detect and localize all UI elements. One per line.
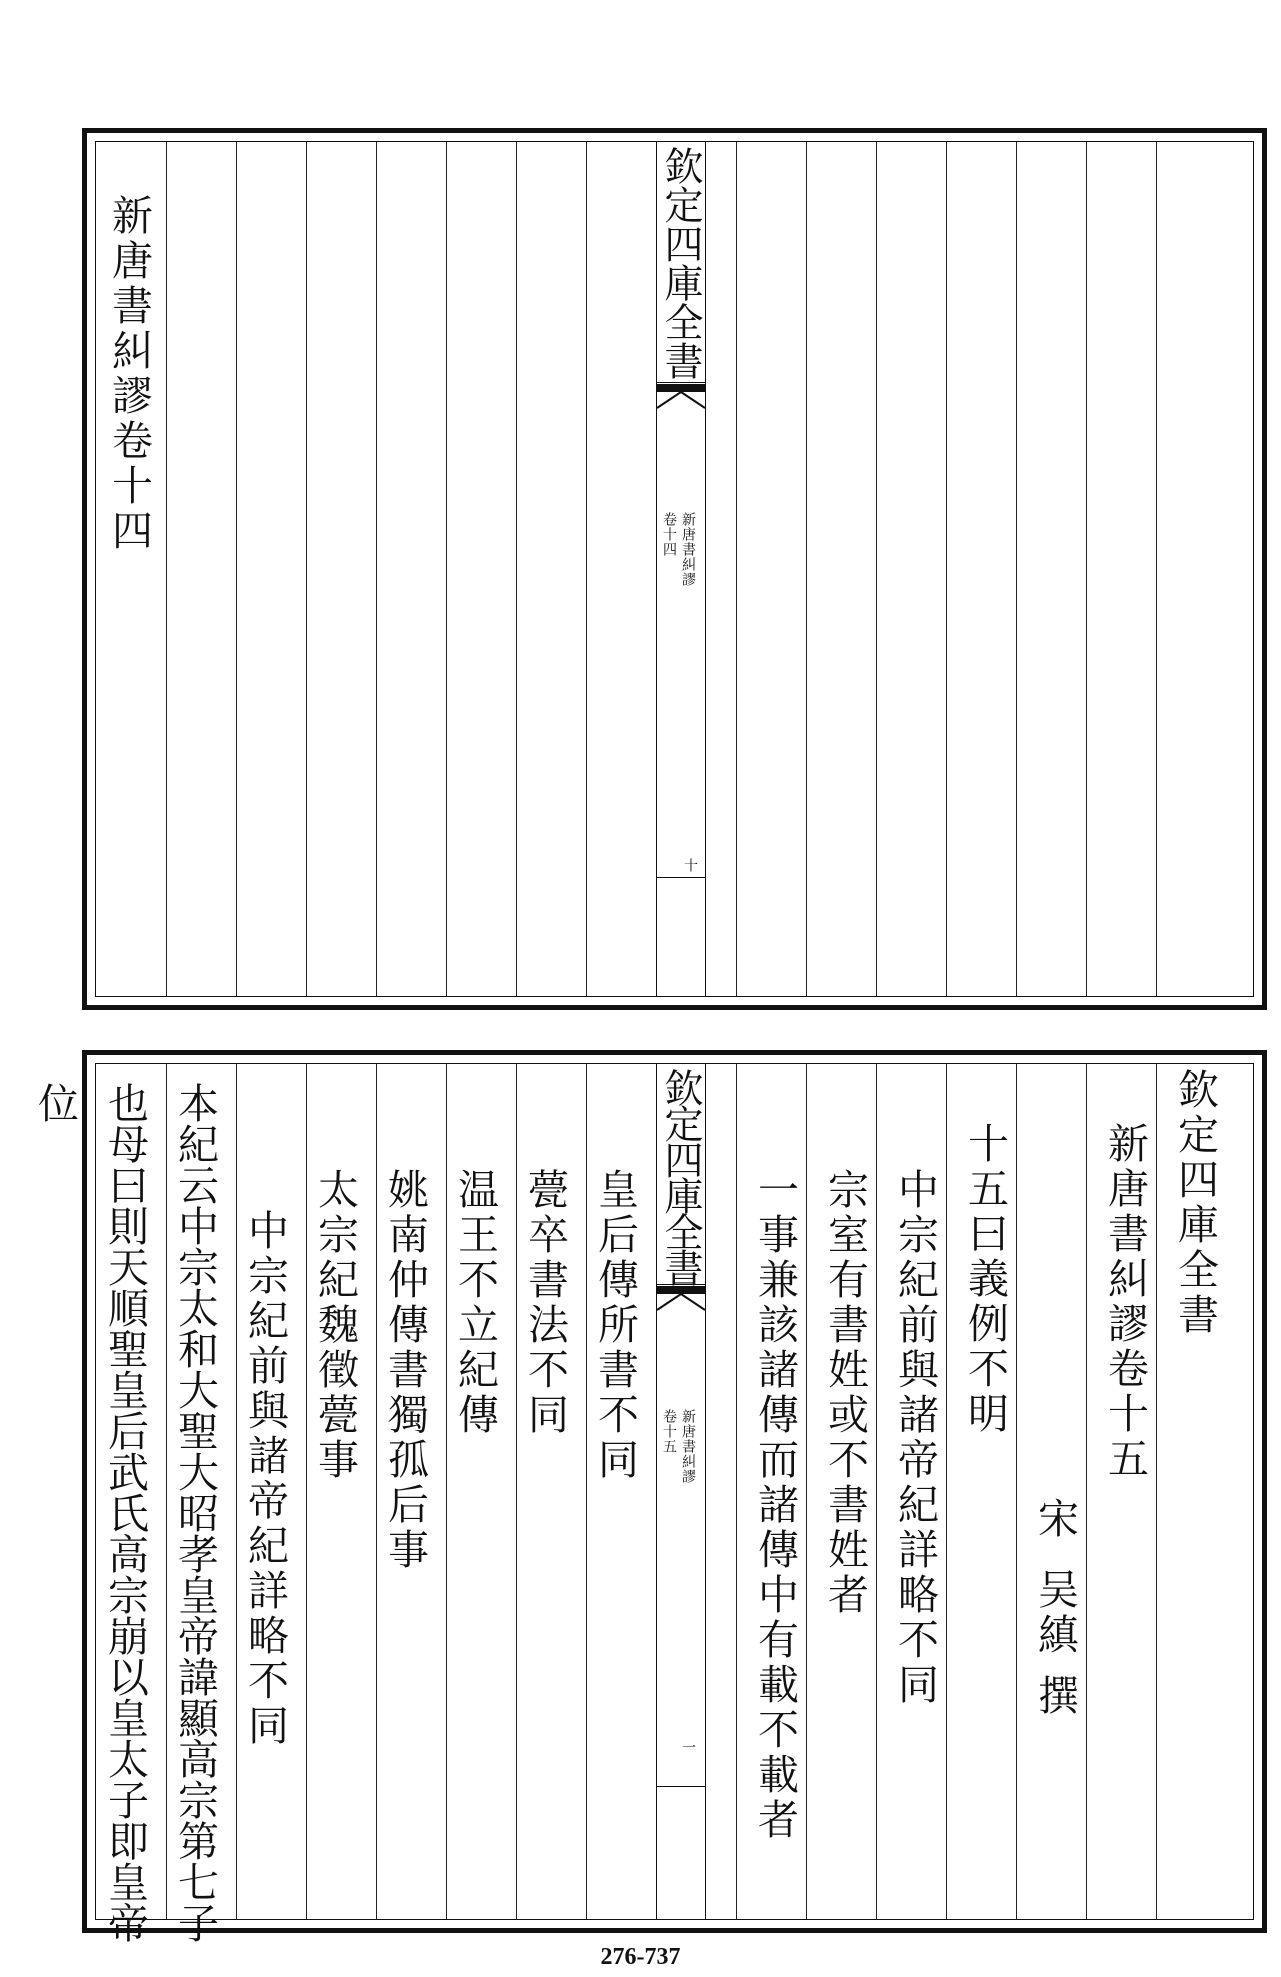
- bottom-page-inner-border: [31, 1063, 1254, 1943]
- header-label-box-bottom: [657, 1064, 705, 1285]
- text-column-7: 一事兼該諸傳而諸傳中有載不載者: [751, 1168, 799, 1843]
- text-column-15: 也母曰則天順聖皇后武氏高宗崩以皇太子即皇帝: [101, 1082, 149, 1943]
- text-column-1: 欽定四庫全書: [1171, 1068, 1219, 1338]
- center-fold-column: [656, 142, 706, 996]
- center-fold-column-bottom: [656, 1064, 706, 1919]
- page-number: 276-737: [600, 1944, 681, 1970]
- top-page-inner-border: [95, 141, 1254, 997]
- text-column-14: 本紀云中宗太和大聖大昭孝皇帝諱顯高宗第七子: [171, 1082, 219, 1943]
- library-header-label-bottom: 欽定四庫全書: [658, 1068, 703, 1284]
- fold-book-title-bottom: 新唐書糾謬: [680, 1409, 696, 1484]
- header-label-box: [657, 142, 705, 383]
- fold-page-mark-bottom: 一: [680, 1740, 696, 1755]
- fold-lower-rule-bottom: [657, 1786, 705, 1787]
- text-column-5: 中宗紀前與諸帝紀詳略不同: [891, 1168, 939, 1708]
- text-column-2: 新唐書糾謬卷十五: [1101, 1122, 1149, 1482]
- fold-juan-number: 卷十四: [661, 512, 677, 557]
- fold-book-title: 新唐書糾謬: [680, 512, 696, 587]
- author-compiled: 撰: [1031, 1674, 1079, 1719]
- fold-page-mark: 十: [682, 858, 698, 873]
- fold-lower-rule: [657, 877, 705, 878]
- text-column-9: 甍卒書法不同: [521, 1168, 569, 1438]
- top-page-frame: [82, 128, 1267, 1010]
- fishtail-mark-bottom: [657, 1286, 705, 1312]
- fold-juan-number-bottom: 卷十五: [661, 1409, 677, 1454]
- text-column-11: 姚南仲傳書獨孤后事: [381, 1168, 429, 1573]
- text-column-6: 宗室有書姓或不書姓者: [821, 1168, 869, 1618]
- text-column-8: 皇后傳所書不同: [591, 1168, 639, 1483]
- text-column-10: 温王不立紀傳: [451, 1168, 499, 1438]
- bottom-page-frame: [31, 1050, 1267, 1943]
- text-column-4: 十五曰義例不明: [961, 1122, 1009, 1437]
- author-dynasty: 宋: [1031, 1497, 1079, 1542]
- text-column-16: 位: [31, 1082, 79, 1127]
- fishtail-mark: [657, 384, 705, 410]
- author-name: 吴縝: [1031, 1568, 1079, 1658]
- library-header-label: 欽定四庫全書: [658, 146, 703, 380]
- text-column-12: 太宗紀魏徵甍事: [311, 1168, 359, 1483]
- volume-title: 新唐書糾謬卷十四: [105, 194, 153, 554]
- text-column-13: 中宗紀前與諸帝紀詳略不同: [241, 1209, 289, 1749]
